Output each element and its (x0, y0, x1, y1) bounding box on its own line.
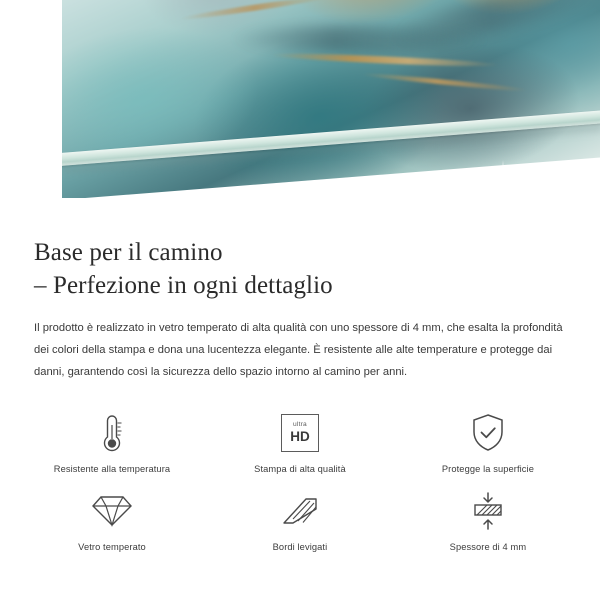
thermometer-icon (97, 410, 127, 456)
feature-item-thickness (394, 488, 582, 552)
feature-list (0, 410, 600, 566)
page-title (34, 236, 566, 302)
ultra-hd-icon (281, 410, 319, 456)
feature-item-temperature (18, 410, 206, 474)
artwork-streak-gold (180, 0, 330, 22)
feature-label: Stampa di alta qualità (254, 463, 346, 474)
sparkle-icon (502, 176, 522, 196)
feature-label: Spessore di 4 mm (449, 541, 527, 552)
feature-label: Resistente alla temperatura (53, 463, 171, 474)
feature-item-print-quality (206, 410, 394, 474)
artwork-streak-gold (361, 72, 529, 93)
diamond-icon (92, 488, 132, 534)
feature-label: Bordi levigati (272, 541, 328, 552)
thickness-icon (468, 488, 508, 534)
feature-item-polished-edges (206, 488, 394, 552)
feature-label: Vetro temperato (78, 541, 146, 552)
artwork-streak-gold (270, 51, 499, 68)
feature-item-tempered-glass (18, 488, 206, 552)
headline-line-2: – Perfezione in ogni dettaglio (34, 272, 333, 299)
polished-edges-icon (280, 488, 320, 534)
feature-item-surface-protection (394, 410, 582, 474)
feature-label: Protegge la superficie (441, 463, 534, 474)
hd-label: HD (290, 428, 310, 444)
hero-bottom-margin (0, 198, 600, 222)
description-paragraph: Il prodotto è realizzato in vetro temperato di alta qualità con uno spessore di 4 mm, che esalta la profondità dei colori della stampa e dona una lucentezza elegante. È resistente alle alte temperature e protegge dai danni, garantendo così la sicurezza dello spazio intorno al camino per anni. (34, 322, 563, 378)
text-content (0, 236, 600, 384)
hero-image (0, 0, 600, 222)
hero-left-margin (0, 0, 62, 222)
headline-line-1: Base per il camino (34, 239, 223, 266)
ultra-label: ultra (293, 420, 307, 428)
shield-check-icon (469, 410, 507, 456)
